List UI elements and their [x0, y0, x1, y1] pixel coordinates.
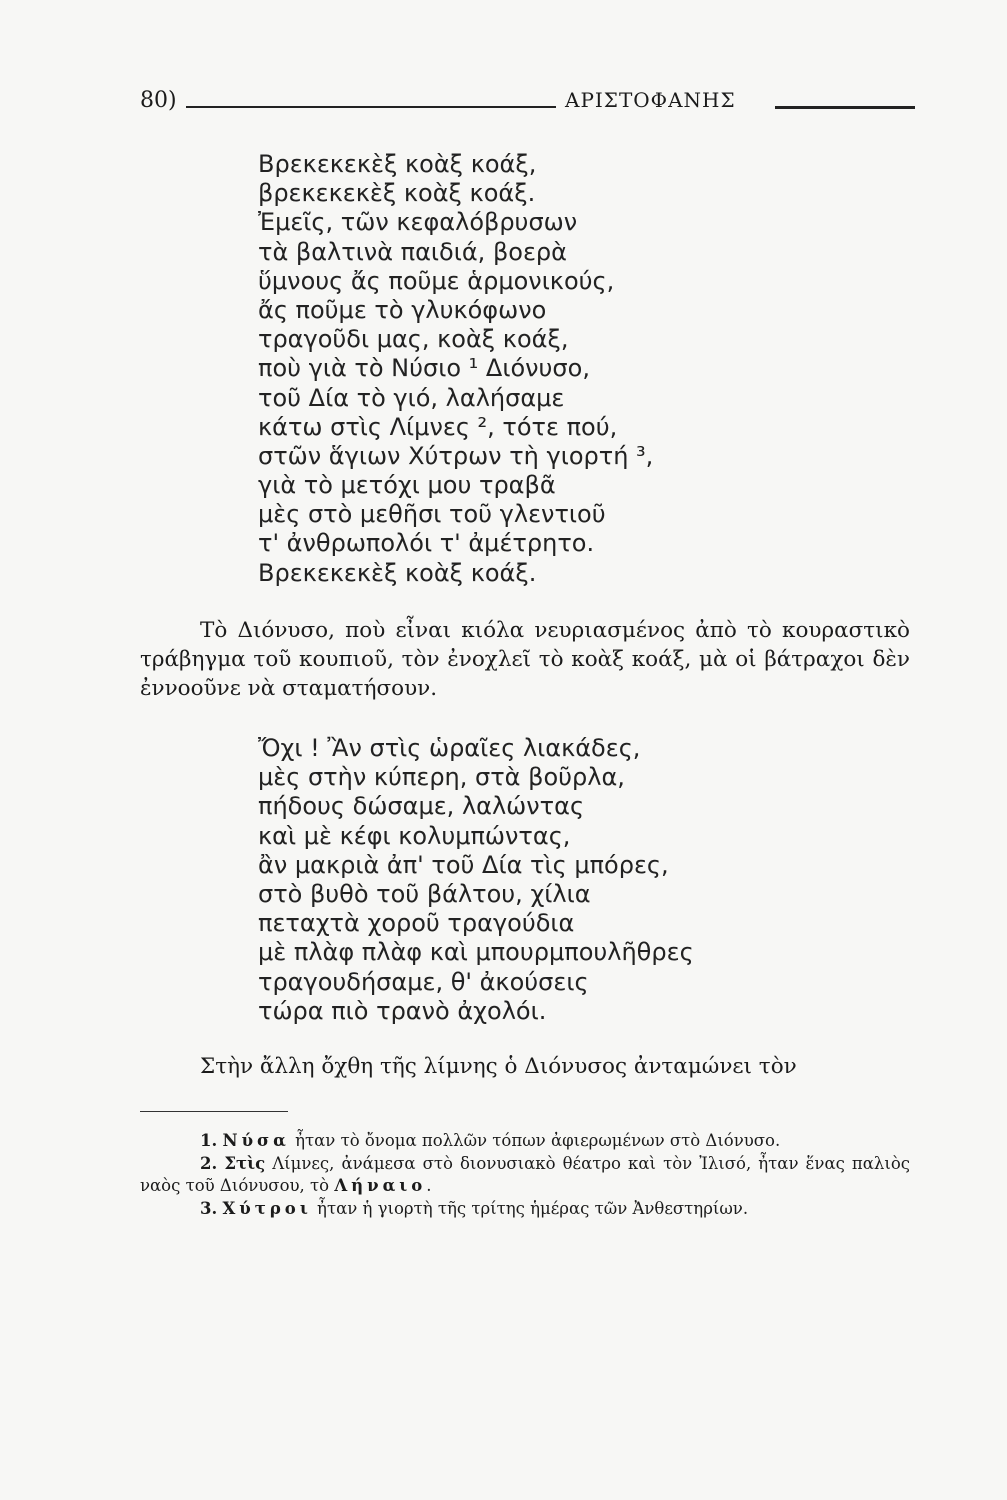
header-rule-left [186, 106, 556, 108]
poem-line: ὕμνους ἄς ποῦμε ἁρμονικούς, [258, 266, 615, 295]
poem-line: Ἐμεῖς, τῶν κεφαλόβρυσων [258, 208, 578, 237]
poem-line: ἂν μακριὰ ἀπ' τοῦ Δία τὶς μπόρες, [258, 850, 669, 879]
poem-line: Βρεκεκεκὲξ κοὰξ κοάξ, [258, 150, 537, 178]
footnote-term: Νύσα [222, 1131, 290, 1150]
footnote-number: 1. [200, 1131, 218, 1150]
footnote-term-2: Λήναιο [334, 1176, 427, 1195]
footnote-term: Χύτροι [222, 1198, 312, 1218]
poem-line: τὰ βαλτινὰ παιδιά, βοερὰ [258, 237, 567, 266]
poem-line: Βρεκεκεκὲξ κοὰξ κοάξ. [258, 558, 537, 587]
poem-line: τ' ἀνθρωπολόι τ' ἀμέτρητο. [258, 529, 595, 558]
poem-line: πήδους δώσαμε, λαλώντας [258, 792, 585, 821]
poem-line: Ὄχι ! Ἂν στὶς ὡραῖες λιακάδες, [258, 734, 641, 762]
footnote-2 [140, 1153, 910, 1198]
poem-stanza-2 [258, 734, 694, 1026]
poem-line: μὲς στὸ μεθῆσι τοῦ γλεντιοῦ [258, 500, 606, 529]
poem-line: μὲς στὴν κύπερη, στὰ βοῦρλα, [258, 763, 625, 792]
poem-line: πεταχτὰ χοροῦ τραγούδια [258, 909, 575, 938]
poem-line: τραγουδήσαμε, θ' ἀκούσεις [258, 967, 589, 996]
footnote-text: , ἀνάμεσα στὸ διονυσιακὸ θέατρο καὶ τὸν Ἰλισό, ἦταν ἕνας παλιὸς ναὸς τοῦ Διόνυσου, τὸ [140, 1153, 910, 1195]
poem-line: στῶν ἅγιων Χύτρων τὴ γιορτή ³, [258, 441, 654, 470]
poem-line: τοῦ Δία τὸ γιό, λαλήσαμε [258, 383, 565, 412]
running-header [140, 88, 915, 118]
poem-line: τραγοῦδι μας, κοὰξ κοάξ, [258, 325, 569, 354]
footnote-number: 2. [200, 1153, 218, 1173]
poem-line: καὶ μὲ κέφι κολυμπώντας, [258, 821, 571, 850]
poem-line: στὸ βυθὸ τοῦ βάλτου, χίλια [258, 879, 591, 908]
footnote-3 [140, 1198, 910, 1221]
footnote-1 [140, 1130, 910, 1153]
poem-line: ἄς ποῦμε τὸ γλυκόφωνο [258, 295, 547, 324]
footnote-lead: Στὶς [224, 1153, 266, 1173]
footnote-separator [140, 1111, 288, 1112]
footnote-number: 3. [200, 1198, 218, 1218]
prose-paragraph-2 [140, 1052, 910, 1081]
footnote-text: ἦταν τὸ ὄνομα πολλῶν τόπων ἀφιερωμένων στὸ Διόνυσο. [289, 1131, 781, 1150]
prose-text: Τὸ Διόνυσο, ποὺ εἶναι κιόλα νευριασμένος ἀπὸ τὸ κουραστικὸ τράβηγμα τοῦ κουπιοῦ, τὸν ἐνοχλεῖ τὸ κοὰξ κοάξ, μὰ οἱ βάτραχοι δὲν ἐννοοῦνε νὰ σταματήσουν. [140, 618, 910, 701]
poem-line: γιὰ τὸ μετόχι μου τραβᾶ [258, 471, 556, 500]
prose-text: Στὴν ἄλλη ὄχθη τῆς λίμνης ὁ Διόνυσος ἀνταμώνει τὸν [200, 1054, 797, 1079]
poem-line: ποὺ γιὰ τὸ Νύσιο ¹ Διόνυσο, [258, 354, 590, 383]
page-number: 80) [140, 88, 177, 113]
poem-line: βρεκεκεκὲξ κοὰξ κοάξ. [258, 179, 536, 208]
running-title: ΑΡΙΣΤΟΦΑΝΗΣ [565, 88, 736, 112]
prose-paragraph-1 [140, 616, 910, 703]
footnote-end: . [426, 1176, 432, 1195]
poem-line: τώρα πιὸ τρανὸ ἀχολόι. [258, 996, 547, 1025]
header-rule-right [775, 106, 915, 109]
footnote-text: ἦταν ἡ γιορτὴ τῆς τρίτης ἡμέρας τῶν Ἀνθεστηρίων. [311, 1198, 749, 1218]
footnotes [140, 1130, 910, 1220]
poem-line: κάτω στὶς Λίμνες ², τότε πού, [258, 412, 618, 441]
poem-stanza-1 [258, 150, 653, 588]
footnote-term: Λίμνες [272, 1153, 330, 1173]
poem-line: μὲ πλὰφ πλὰφ καὶ μπουρμπουλῆθρες [258, 938, 694, 967]
